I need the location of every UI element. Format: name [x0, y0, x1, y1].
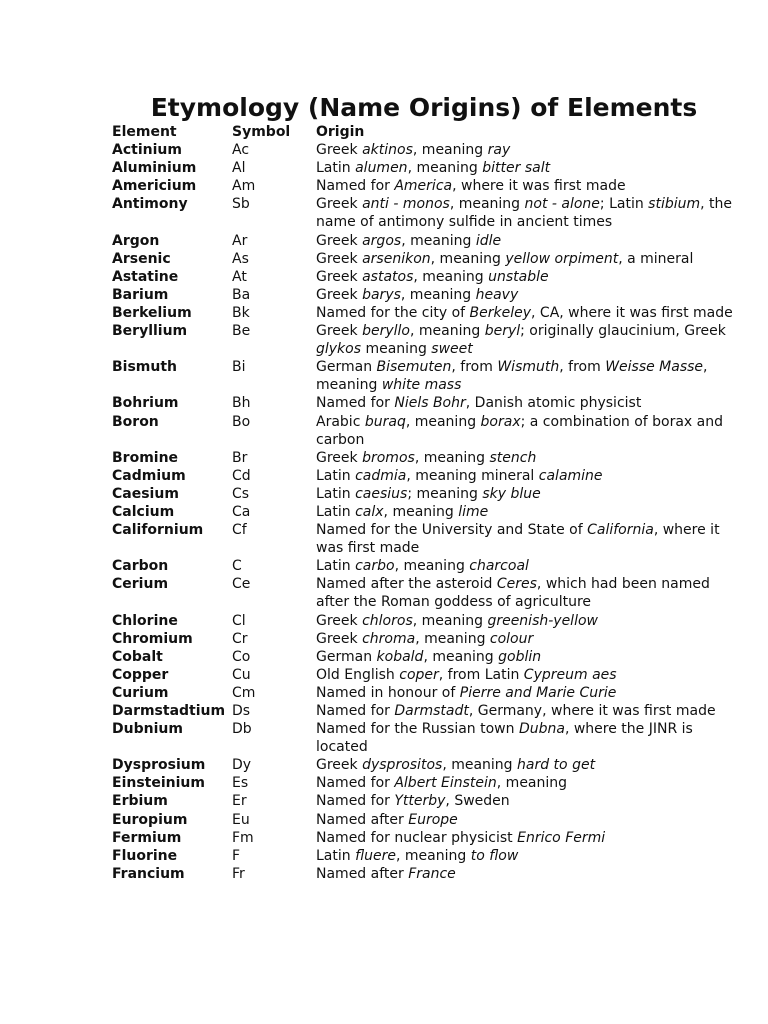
origin-text: , Danish atomic physicist	[465, 395, 642, 412]
origin-italic-text: lime	[458, 503, 489, 520]
origin-italic-text: charcoal	[469, 558, 529, 575]
origin-italic-text: ray	[487, 142, 511, 159]
origin-text: Greek	[316, 232, 363, 249]
table-row	[112, 702, 742, 720]
element-symbol: Cd	[232, 467, 251, 484]
origin-text: meaning	[361, 341, 432, 358]
origin-italic-text: Dubna	[518, 721, 565, 738]
origin-text: , meaning	[415, 630, 490, 647]
element-symbol: C	[232, 558, 242, 575]
element-origin	[316, 847, 742, 865]
table-row	[112, 756, 742, 774]
origin-text: , where the JINR is located	[316, 721, 693, 756]
element-origin	[316, 702, 742, 720]
table-row	[112, 195, 742, 231]
origin-text: , meaning	[407, 160, 483, 177]
table-row	[112, 521, 742, 557]
element-name: Bohrium	[112, 395, 179, 412]
origin-italic-text: goblin	[498, 648, 542, 665]
element-symbol: Es	[232, 775, 249, 792]
origin-italic-text: Enrico Fermi	[517, 829, 606, 846]
table-row	[112, 449, 742, 467]
origin-text: Named for	[316, 178, 395, 195]
origin-italic-text: bitter salt	[482, 160, 551, 177]
element-symbol: Cu	[232, 666, 251, 683]
origin-italic-text: Niels Bohr	[394, 395, 466, 412]
element-origin	[316, 521, 742, 557]
element-symbol: Cm	[232, 684, 256, 701]
origin-text: Arabic	[316, 413, 365, 430]
etymology-table	[112, 123, 742, 883]
origin-text: Latin	[316, 160, 356, 177]
origin-italic-text: Darmstadt	[394, 703, 469, 719]
table-row	[112, 774, 742, 792]
element-name: Cerium	[112, 576, 169, 593]
origin-text: , meaning	[400, 286, 476, 303]
column-header-symbol: Symbol	[232, 124, 291, 140]
element-name: Dysprosium	[112, 757, 206, 774]
origin-text: Greek	[316, 449, 363, 466]
element-name: Calcium	[112, 503, 175, 520]
element-origin	[316, 503, 742, 521]
origin-text: German	[316, 648, 377, 665]
table-row	[112, 250, 742, 268]
table-row	[112, 413, 742, 449]
element-origin	[316, 774, 742, 792]
element-symbol: Cl	[232, 612, 246, 629]
origin-italic-text: Ceres	[496, 576, 537, 593]
origin-text: Named for nuclear physicist	[316, 829, 518, 846]
element-symbol: As	[232, 250, 249, 267]
origin-italic-text: greenish-yellow	[487, 612, 598, 629]
element-origin	[316, 195, 742, 231]
element-name: Chromium	[112, 630, 193, 647]
origin-italic-text: heavy	[475, 286, 519, 303]
origin-text: , the name of antimony sulfide in ancient times	[316, 196, 733, 231]
origin-italic-text: coper	[399, 666, 439, 683]
origin-italic-text: Cypreum aes	[523, 666, 617, 683]
element-symbol: Db	[232, 721, 252, 738]
origin-italic-text: California	[587, 522, 654, 539]
table-body	[112, 141, 742, 883]
element-symbol: Cs	[232, 485, 250, 502]
origin-italic-text: astatos	[362, 268, 414, 285]
element-symbol: Er	[232, 793, 247, 810]
origin-text: Greek	[316, 268, 363, 285]
origin-text: Named for the city of	[316, 304, 470, 321]
element-symbol: Ba	[232, 286, 251, 303]
origin-text: , meaning mineral	[406, 467, 539, 484]
origin-text: , Sweden	[445, 793, 510, 810]
origin-italic-text: alumen	[355, 160, 408, 177]
table-row	[112, 811, 742, 829]
table-row	[112, 485, 742, 503]
element-symbol: Fr	[232, 865, 245, 882]
element-origin	[316, 865, 742, 883]
table-row	[112, 232, 742, 250]
origin-italic-text: arsenikon	[362, 250, 431, 267]
origin-italic-text: stench	[489, 449, 537, 466]
origin-italic-text: Albert Einstein	[394, 775, 497, 792]
origin-text: Latin	[316, 503, 356, 520]
element-symbol: Ca	[232, 503, 251, 520]
origin-text: German	[316, 359, 377, 376]
element-origin	[316, 177, 742, 195]
origin-italic-text: not - alone	[524, 196, 600, 213]
element-origin	[316, 449, 742, 467]
table-row	[112, 792, 742, 810]
element-name: Dubnium	[112, 721, 183, 738]
element-origin	[316, 811, 742, 829]
table-row	[112, 575, 742, 611]
element-name: Fluorine	[112, 847, 178, 864]
element-symbol: Fm	[232, 829, 254, 846]
origin-italic-text: buraq	[364, 413, 406, 430]
element-origin	[316, 829, 742, 847]
origin-italic-text: idle	[475, 232, 502, 249]
element-origin	[316, 684, 742, 702]
origin-italic-text: barys	[362, 286, 401, 303]
table-row	[112, 684, 742, 702]
origin-italic-text: calx	[355, 503, 384, 520]
origin-italic-text: argos	[362, 232, 402, 249]
element-symbol: Co	[232, 648, 251, 665]
origin-italic-text: glykos	[316, 341, 362, 358]
element-name: Erbium	[112, 793, 168, 810]
element-symbol: Bk	[232, 304, 250, 321]
table-row	[112, 666, 742, 684]
element-name: Cadmium	[112, 467, 186, 484]
origin-text: Named for the University and State of	[316, 522, 588, 539]
element-symbol: Br	[232, 449, 248, 466]
element-name: Astatine	[112, 268, 179, 285]
element-symbol: Am	[232, 178, 256, 195]
column-header-element: Element	[112, 124, 177, 140]
origin-italic-text: beryllo	[362, 323, 410, 340]
element-name: Bismuth	[112, 359, 178, 376]
element-name: Americium	[112, 178, 197, 195]
origin-italic-text: dysprositos	[362, 757, 443, 774]
element-origin	[316, 612, 742, 630]
origin-text: , meaning	[401, 232, 476, 249]
origin-text: , meaning	[316, 359, 708, 394]
origin-text: Named after the asteroid	[316, 576, 497, 593]
origin-text: , meaning	[414, 449, 490, 466]
origin-italic-text: chloros	[362, 612, 413, 629]
table-row	[112, 322, 742, 358]
origin-italic-text: France	[408, 865, 456, 882]
origin-italic-text: America	[394, 178, 453, 195]
element-symbol: Cf	[232, 522, 247, 539]
origin-text: , meaning	[412, 612, 488, 629]
origin-italic-text: yellow orpiment	[505, 250, 619, 267]
element-name: Darmstadtium	[112, 703, 226, 719]
origin-italic-text: sky blue	[482, 485, 541, 502]
element-origin	[316, 159, 742, 177]
origin-text: , CA, where it was first made	[531, 304, 733, 321]
element-name: Arsenic	[112, 250, 171, 267]
origin-italic-text: chroma	[362, 630, 416, 647]
element-symbol: Ar	[232, 232, 248, 249]
table-row	[112, 177, 742, 195]
table-row	[112, 612, 742, 630]
origin-text: , from	[559, 359, 606, 376]
element-origin	[316, 322, 742, 358]
table-row	[112, 557, 742, 575]
table-row	[112, 829, 742, 847]
element-symbol: Ds	[232, 703, 251, 719]
element-symbol: Bh	[232, 395, 251, 412]
origin-italic-text: anti - monos	[362, 196, 450, 213]
origin-italic-text: cadmia	[355, 467, 407, 484]
element-symbol: Bo	[232, 413, 251, 430]
origin-text: , meaning	[409, 323, 485, 340]
origin-text: Greek	[316, 323, 363, 340]
origin-italic-text: to flow	[470, 847, 519, 864]
origin-text: Named for	[316, 395, 395, 412]
element-origin	[316, 358, 742, 394]
element-symbol: Dy	[232, 757, 252, 774]
origin-italic-text: bromos	[362, 449, 415, 466]
origin-text: , from	[451, 359, 498, 376]
origin-text: Latin	[316, 485, 356, 502]
origin-italic-text: stibium	[648, 196, 701, 213]
element-origin	[316, 630, 742, 648]
element-origin	[316, 557, 742, 575]
origin-text: Named for	[316, 703, 395, 719]
table-row	[112, 865, 742, 883]
origin-text: ; Latin	[599, 196, 649, 213]
element-symbol: Sb	[232, 196, 250, 213]
element-origin	[316, 286, 742, 304]
origin-text: , meaning	[496, 775, 568, 792]
origin-text: , meaning	[423, 648, 499, 665]
origin-italic-text: hard to get	[517, 757, 596, 774]
origin-italic-text: kobald	[376, 648, 424, 665]
element-name: Curium	[112, 684, 169, 701]
origin-text: ; originally glaucinium, Greek	[520, 323, 726, 340]
element-symbol: Ce	[232, 576, 251, 593]
table-row	[112, 141, 742, 159]
element-origin	[316, 720, 742, 756]
table-row	[112, 630, 742, 648]
element-symbol: Ac	[232, 142, 250, 159]
element-symbol: Bi	[232, 359, 246, 376]
origin-text: , meaning	[405, 413, 481, 430]
element-symbol: Cr	[232, 630, 248, 647]
origin-text: , meaning	[383, 503, 459, 520]
origin-text: Greek	[316, 612, 363, 629]
element-name: Barium	[112, 286, 169, 303]
origin-text: , meaning	[449, 196, 525, 213]
origin-italic-text: Ytterby	[394, 793, 446, 810]
origin-italic-text: borax	[480, 413, 521, 430]
origin-text: , which had been named after the Roman goddess of agriculture	[316, 576, 710, 611]
origin-italic-text: aktinos	[362, 142, 413, 159]
origin-text: , where it was first made	[316, 522, 720, 557]
element-name: Francium	[112, 865, 185, 882]
table-row	[112, 304, 742, 322]
table-row	[112, 358, 742, 394]
table-header-row	[112, 123, 742, 141]
origin-text: Greek	[316, 142, 363, 159]
origin-text: Old English	[316, 666, 400, 683]
table-row	[112, 286, 742, 304]
origin-italic-text: Weisse Masse	[605, 359, 704, 376]
element-origin	[316, 792, 742, 810]
element-name: Berkelium	[112, 304, 192, 321]
element-origin	[316, 648, 742, 666]
element-name: Bromine	[112, 449, 179, 466]
element-name: Argon	[112, 232, 160, 249]
origin-text: , where it was first made	[452, 178, 626, 195]
origin-italic-text: Wismuth	[497, 359, 560, 376]
origin-text: , Germany, where it was first made	[468, 703, 716, 719]
origin-text: ; a combination of borax and carbon	[316, 413, 724, 448]
origin-italic-text: white mass	[381, 377, 462, 394]
origin-text: Greek	[316, 286, 363, 303]
element-name: Europium	[112, 811, 188, 828]
origin-italic-text: Europe	[408, 811, 458, 828]
origin-text: , a mineral	[618, 250, 694, 267]
origin-italic-text: colour	[489, 630, 534, 647]
origin-italic-text: calamine	[538, 467, 603, 484]
element-name: Caesium	[112, 485, 179, 502]
origin-text: Named in honour of	[316, 684, 460, 701]
origin-text: , from Latin	[438, 666, 524, 683]
element-name: Einsteinium	[112, 775, 205, 792]
origin-italic-text: caesius	[355, 485, 408, 502]
origin-italic-text: unstable	[488, 268, 549, 285]
origin-text: Greek	[316, 757, 363, 774]
origin-text: Greek	[316, 196, 363, 213]
origin-text: , meaning	[413, 268, 489, 285]
page-title: Etymology (Name Origins) of Elements	[150, 93, 698, 122]
origin-text: Named for	[316, 793, 395, 810]
table-row	[112, 467, 742, 485]
origin-text: Named after	[316, 865, 409, 882]
element-name: Cobalt	[112, 648, 163, 665]
column-header-origin: Origin	[316, 124, 365, 140]
element-symbol: Eu	[232, 811, 250, 828]
element-name: Carbon	[112, 558, 169, 575]
element-name: Copper	[112, 666, 169, 683]
table-row	[112, 394, 742, 412]
origin-italic-text: sweet	[431, 341, 473, 358]
element-symbol: Al	[232, 160, 246, 177]
origin-text: , meaning	[412, 142, 488, 159]
element-name: Chlorine	[112, 612, 178, 629]
origin-text: ; meaning	[407, 485, 483, 502]
element-origin	[316, 467, 742, 485]
element-origin	[316, 268, 742, 286]
origin-text: , meaning	[396, 847, 471, 864]
origin-text: Greek	[316, 630, 363, 647]
element-name: Aluminium	[112, 160, 197, 177]
table-row	[112, 648, 742, 666]
table-row	[112, 159, 742, 177]
origin-text: Named after	[316, 811, 409, 828]
table-row	[112, 503, 742, 521]
table-row	[112, 720, 742, 756]
origin-text: Named for	[316, 775, 395, 792]
origin-italic-text: beryl	[484, 323, 521, 340]
element-symbol: F	[232, 847, 241, 864]
origin-text: Latin	[316, 467, 356, 484]
element-origin	[316, 413, 742, 449]
origin-text: Latin	[316, 847, 356, 864]
element-name: Californium	[112, 522, 204, 539]
element-origin	[316, 394, 742, 412]
element-origin	[316, 232, 742, 250]
element-origin	[316, 756, 742, 774]
origin-text: , meaning	[442, 757, 518, 774]
element-name: Beryllium	[112, 323, 188, 340]
origin-italic-text: Bisemuten	[376, 359, 452, 376]
element-origin	[316, 141, 742, 159]
origin-italic-text: Berkeley	[469, 304, 532, 321]
element-name: Actinium	[112, 142, 182, 159]
origin-text: Latin	[316, 558, 356, 575]
origin-text: Named for the Russian town	[316, 721, 519, 738]
element-origin	[316, 666, 742, 684]
element-origin	[316, 575, 742, 611]
origin-italic-text: carbo	[355, 558, 395, 575]
element-origin	[316, 250, 742, 268]
origin-italic-text: fluere	[355, 847, 396, 864]
element-name: Boron	[112, 413, 159, 430]
origin-text: Greek	[316, 250, 363, 267]
element-name: Fermium	[112, 829, 182, 846]
origin-text: , meaning	[430, 250, 506, 267]
origin-italic-text: Pierre and Marie Curie	[459, 684, 617, 701]
element-symbol: At	[232, 268, 247, 285]
element-origin	[316, 485, 742, 503]
element-name: Antimony	[112, 196, 188, 213]
element-origin	[316, 304, 742, 322]
element-symbol: Be	[232, 323, 251, 340]
table-row	[112, 268, 742, 286]
origin-text: , meaning	[394, 558, 470, 575]
table-row	[112, 847, 742, 865]
